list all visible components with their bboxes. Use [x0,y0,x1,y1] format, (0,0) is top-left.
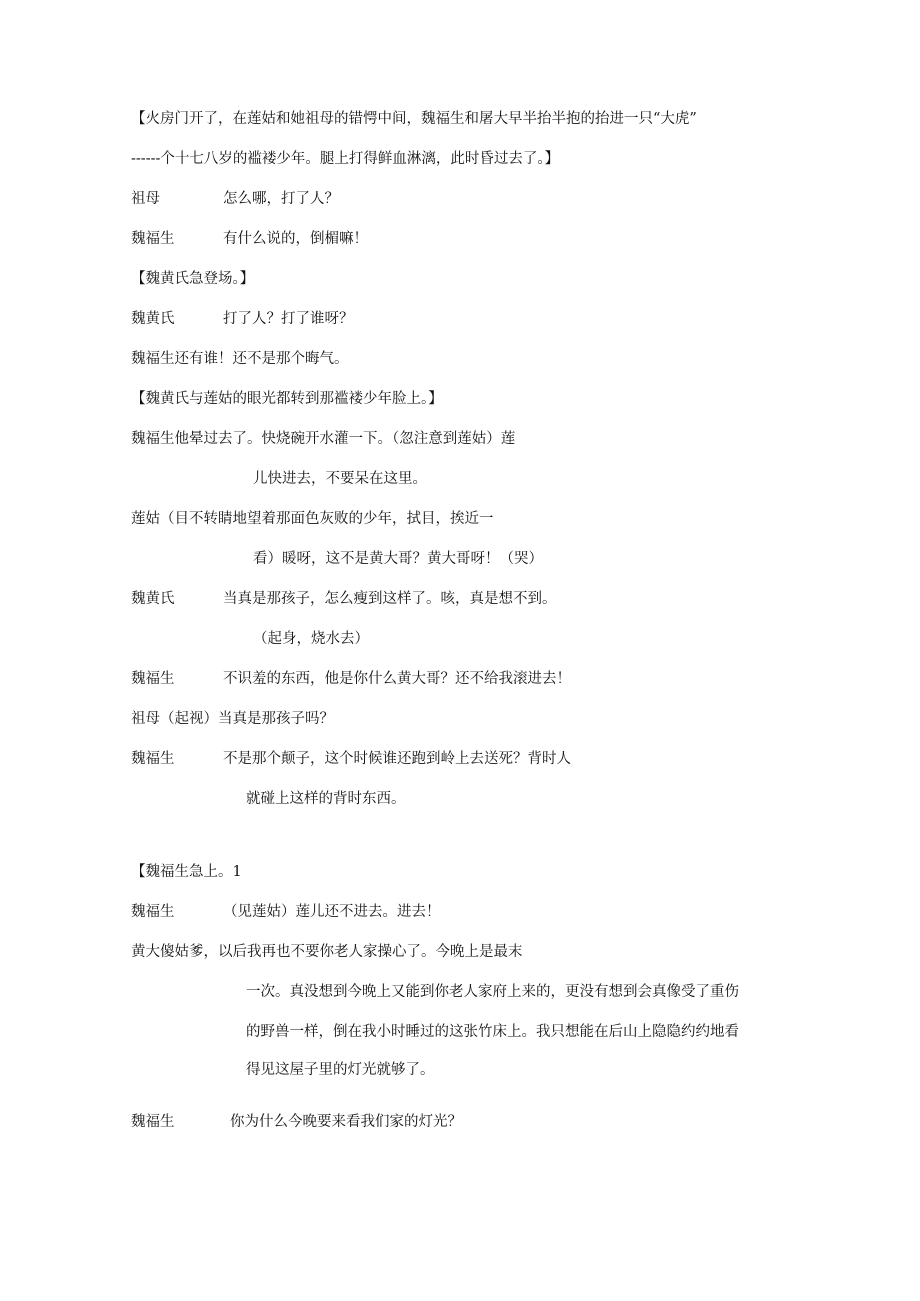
dialogue-continuation: 就碰上这样的背时东西。 [246,791,406,807]
dialogue-continuation: 一次。真没想到今晚上又能到你老人家府上来的，更没有想到会真像受了重伤 [246,984,739,1000]
dialogue-line: 你为什么今晚要来看我们家的灯光？ [230,1114,462,1130]
dialogue-continuation: （起身，烧水去） [253,631,369,647]
speaker-name: 魏福生 [131,231,175,247]
speaker-name: 魏福生 [131,1114,175,1130]
stage-direction: 【魏黄氏与莲姑的眼光都转到那褴褛少年脸上。】 [131,391,443,407]
speaker-name: 祖母 [131,191,160,207]
dialogue-line: 不是那个颠子，这个时候谁还跑到岭上去送死？背时人 [223,751,571,767]
dialogue-line: 魏福生还有谁！还不是那个晦气。 [131,351,349,367]
dialogue-continuation: 看）暖呀，这不是黄大哥？黄大哥呀！（哭） [253,551,543,567]
dialogue-line: 黄大傻姑爹，以后我再也不要你老人家操心了。今晚上是最末 [131,944,523,960]
speaker-name: 魏黄氏 [131,591,175,607]
dialogue-continuation: 儿快进去，不要呆在这里。 [253,471,427,487]
dialogue-continuation: 得见这屋子里的灯光就够了。 [246,1062,435,1078]
dialogue-continuation: 的野兽一样，倒在我小时睡过的这张竹床上。我只想能在后山上隐隐约约地看 [246,1024,739,1040]
stage-direction: 【魏黄氏急登场。】 [131,271,255,287]
speaker-name: 魏福生 [131,904,175,920]
dialogue-line: 当真是那孩子，怎么瘦到这样了。咳，真是想不到。 [223,591,557,607]
stage-direction: 【火房门开了，在莲姑和她祖母的错愕中间，魏福生和屠大早半抬半抱的抬进一只“大虎” [131,111,697,127]
dialogue-line: 有什么说的，倒楣嘛！ [223,231,368,247]
speaker-name: 魏福生 [131,671,175,687]
dialogue-line: 打了人？打了谁呀？ [223,311,354,327]
stage-direction: 【魏福生急上。1 [131,864,242,880]
dialogue-line: 魏福生他晕过去了。快烧碗开水灌一下。（忽注意到莲姑）莲 [131,431,516,447]
dialogue-line: 不识羞的东西，他是你什么黄大哥？还不给我滚进去！ [223,671,571,687]
dialogue-line: 莲姑（目不转睛地望着那面色灰败的少年，拭目，挨近一 [131,511,494,527]
dialogue-line: 怎么哪，打了人？ [223,191,339,207]
dialogue-line: （见莲姑）莲儿还不进去。进去！ [223,904,441,920]
speaker-name: 魏福生 [131,751,175,767]
speaker-name: 魏黄氏 [131,311,175,327]
stage-direction: ------个十七八岁的褴褛少年。腿上打得鲜血淋漓，此时昏过去了。】 [131,151,560,167]
dialogue-line: 祖母（起视）当真是那孩子吗？ [131,711,334,727]
